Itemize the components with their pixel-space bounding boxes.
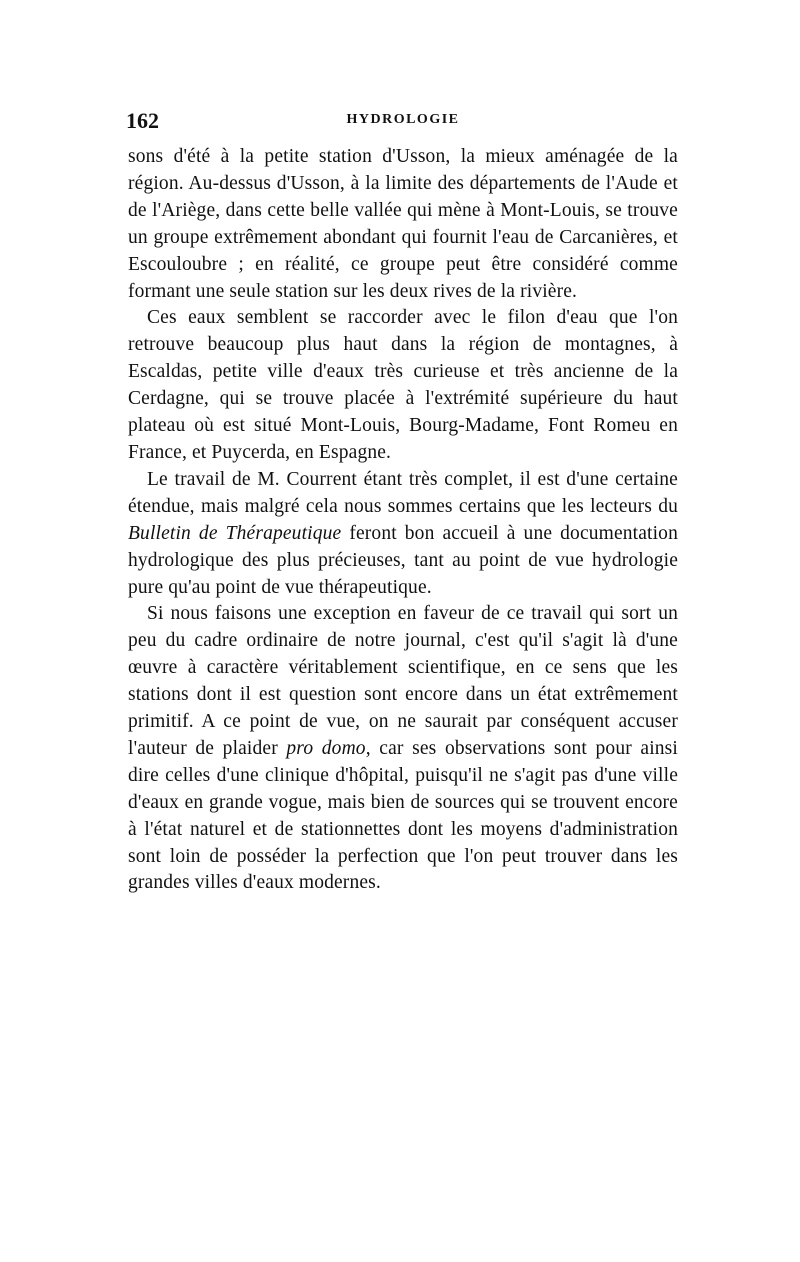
paragraph-4: [128, 601, 678, 897]
paragraph-3-text-after: feront bon accueil à une documentation hydrologique des plus précieuses, tant au point de vue hydrologie pure qu'au point de vue thérapeutique.: [128, 522, 678, 598]
paragraph-1: sons d'été à la petite station d'Usson, la mieux aménagée de la région. Au-dessus d'Usson, à la limite des départements de l'Aude et de l'Ariège, dans cette belle vallée qui mène à Mont-Louis, se trouve un groupe extrêmement abondant qui fournit l'eau de Carcanières, et Escouloubre ; en réalité, ce groupe peut être considéré comme formant une seule station sur les deux rives de la rivière.: [128, 146, 678, 302]
paragraph-3: [128, 467, 678, 602]
paragraph-4-text-before: Si nous faisons une exception en faveur de ce travail qui sort un peu du cadre ordinaire de notre journal, c'est qu'il s'agit là d'une œuvre à caractère véritablement scientifique, en ce sens que les stations dont il est question sont encore dans un état extrêmement primitif. A ce point de vue, on ne saurait par conséquent accuser l'auteur de plaider: [128, 603, 678, 759]
page-header: [128, 108, 678, 144]
paragraph-3-text-before: Le travail de M. Courrent étant très complet, il est d'une certaine étendue, mais malgré cela nous sommes certains que les lecteurs du: [128, 468, 678, 517]
latin-phrase-italic: pro domo: [286, 737, 366, 759]
document-page: [128, 108, 678, 897]
paragraph-4-text-after: , car ses observations sont pour ainsi dire celles d'une clinique d'hôpital, puisqu'il ne s'agit pas d'une ville d'eaux en grande vogue, mais bien de sources qui se trouvent encore à l'état naturel et de stationnettes dont les moyens d'administration sont loin de posséder la perfection que l'on peut trouver dans les grandes villes d'eaux modernes.: [128, 737, 678, 894]
body-text: [128, 144, 678, 897]
running-title: HYDROLOGIE: [346, 112, 460, 127]
paragraph-2: Ces eaux semblent se raccorder avec le filon d'eau que l'on retrouve beaucoup plus haut dans la région de montagnes, à Escaldas, petite ville d'eaux très curieuse et très ancienne de la Cerdagne, qui se trouve placée à l'extrémité supérieure du haut plateau où est situé Mont-Louis, Bourg-Madame, Font Romeu en France, et Puycerda, en Espagne.: [128, 307, 678, 463]
journal-title-italic: Bulletin de Thérapeutique: [128, 522, 342, 544]
page-number: 162: [126, 108, 159, 133]
